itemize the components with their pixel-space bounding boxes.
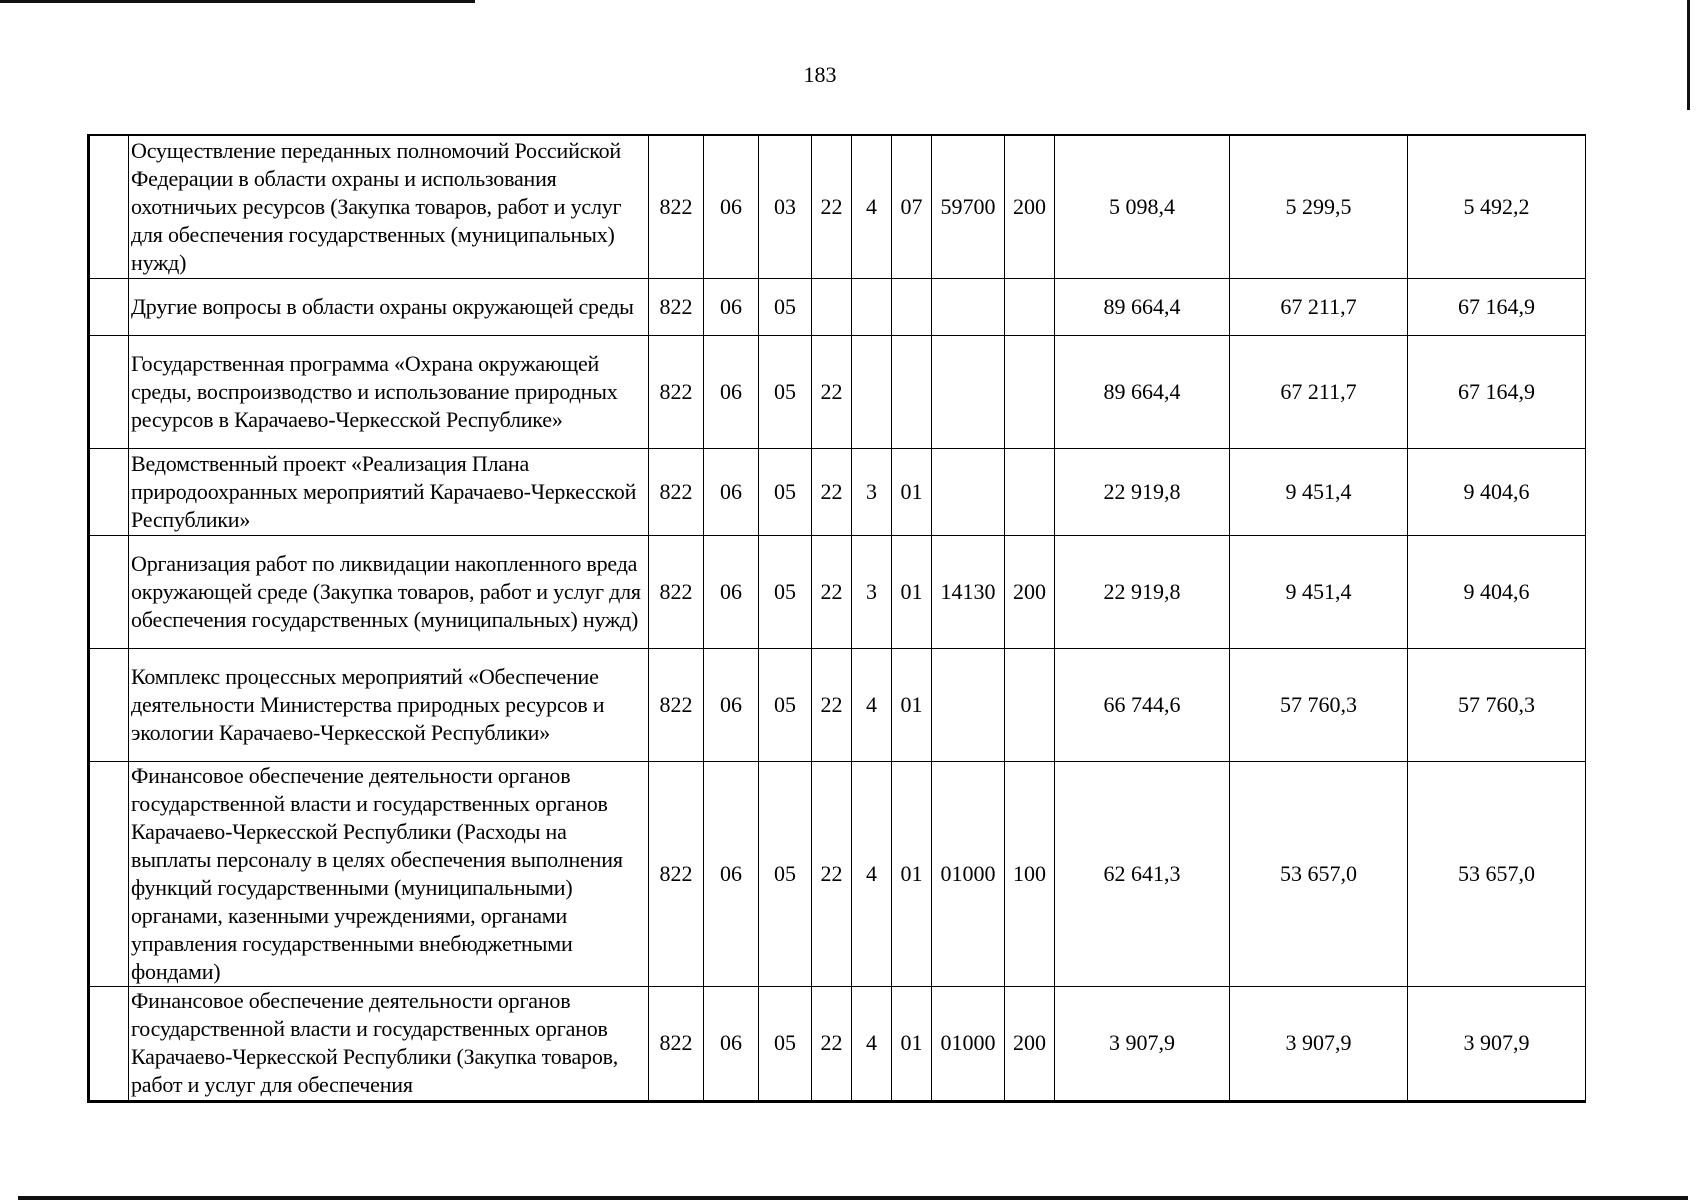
table-row [89,135,1586,278]
table-row [89,761,1586,986]
ministry-code: 822 [649,448,704,535]
amount-year-2: 67 211,7 [1230,278,1408,335]
direction-code: 14130 [932,535,1005,648]
expense-type-code: 200 [1005,135,1055,278]
right-scan-edge [1687,0,1690,110]
page-number: 183 [803,62,837,87]
section-code: 06 [704,335,759,448]
subprogram-code: 4 [852,986,892,1101]
table-row [89,448,1586,535]
program-code: 22 [812,761,852,986]
ministry-code: 822 [649,761,704,986]
row-number-cell [89,648,129,761]
section-code: 06 [704,448,759,535]
direction-code: 01000 [932,986,1005,1101]
amount-year-2: 57 760,3 [1230,648,1408,761]
measure-code: 01 [892,535,932,648]
subprogram-code [852,278,892,335]
amount-year-1: 89 664,4 [1055,278,1230,335]
ministry-code: 822 [649,278,704,335]
amount-year-2: 53 657,0 [1230,761,1408,986]
measure-code: 01 [892,448,932,535]
ministry-code: 822 [649,648,704,761]
subsection-code: 05 [759,448,812,535]
measure-code [892,278,932,335]
expense-type-code: 200 [1005,986,1055,1101]
direction-code [932,278,1005,335]
section-code: 06 [704,135,759,278]
section-code: 06 [704,648,759,761]
amount-year-3: 57 760,3 [1408,648,1586,761]
amount-year-1: 89 664,4 [1055,335,1230,448]
row-name: Осуществление переданных полномочий Российской Федерации в области охраны и использования охотничьих ресурсов (Закупка товаров, работ и услуг для обеспечения государственных (муниципальных) нужд) [129,135,649,278]
subprogram-code: 4 [852,135,892,278]
bottom-scan-rule [18,1196,1688,1200]
measure-code: 01 [892,986,932,1101]
amount-year-2: 3 907,9 [1230,986,1408,1101]
direction-code [932,335,1005,448]
subsection-code: 05 [759,761,812,986]
expense-type-code: 100 [1005,761,1055,986]
amount-year-2: 9 451,4 [1230,535,1408,648]
section-code: 06 [704,535,759,648]
program-code: 22 [812,448,852,535]
amount-year-1: 5 098,4 [1055,135,1230,278]
expense-type-code [1005,335,1055,448]
row-name: Комплекс процессных мероприятий «Обеспечение деятельности Министерства природных ресурсов и экологии Карачаево-Черкесской Республики» [129,648,649,761]
direction-code [932,648,1005,761]
amount-year-3: 67 164,9 [1408,335,1586,448]
row-number-cell [89,986,129,1101]
amount-year-1: 3 907,9 [1055,986,1230,1101]
expense-type-code [1005,278,1055,335]
measure-code: 07 [892,135,932,278]
section-code: 06 [704,761,759,986]
amount-year-3: 5 492,2 [1408,135,1586,278]
expense-type-code [1005,448,1055,535]
row-number-cell [89,761,129,986]
amount-year-1: 22 919,8 [1055,535,1230,648]
ministry-code: 822 [649,135,704,278]
ministry-code: 822 [649,335,704,448]
amount-year-2: 9 451,4 [1230,448,1408,535]
top-scan-rule [0,0,475,3]
subprogram-code [852,335,892,448]
row-number-cell [89,335,129,448]
subsection-code: 05 [759,535,812,648]
row-name: Финансовое обеспечение деятельности органов государственной власти и государственных органов Карачаево-Черкесской Республики (Расходы на выплаты персоналу в целях обеспечения выполнения функций государственными (муниципальными) органами, казенными учреждениями, органами управления государственными внебюджетными фондами) [129,761,649,986]
row-name: Другие вопросы в области охраны окружающей среды [129,278,649,335]
measure-code [892,335,932,448]
direction-code [932,448,1005,535]
program-code: 22 [812,986,852,1101]
subprogram-code: 4 [852,648,892,761]
expense-type-code [1005,648,1055,761]
row-number-cell [89,448,129,535]
subsection-code: 05 [759,335,812,448]
subprogram-code: 4 [852,761,892,986]
row-name: Организация работ по ликвидации накопленного вреда окружающей среде (Закупка товаров, работ и услуг для обеспечения государственных (муниципальных) нужд) [129,535,649,648]
direction-code: 01000 [932,761,1005,986]
amount-year-1: 62 641,3 [1055,761,1230,986]
row-number-cell [89,535,129,648]
expense-type-code: 200 [1005,535,1055,648]
amount-year-2: 67 211,7 [1230,335,1408,448]
section-code: 06 [704,986,759,1101]
amount-year-1: 66 744,6 [1055,648,1230,761]
row-number-cell [89,135,129,278]
subprogram-code: 3 [852,535,892,648]
program-code [812,278,852,335]
row-number-cell [89,278,129,335]
table-row [89,278,1586,335]
table-row [89,648,1586,761]
table-row [89,335,1586,448]
program-code: 22 [812,135,852,278]
budget-table-body [89,135,1586,1101]
program-code: 22 [812,535,852,648]
subsection-code: 05 [759,986,812,1101]
subsection-code: 05 [759,278,812,335]
amount-year-3: 53 657,0 [1408,761,1586,986]
table-row [89,535,1586,648]
row-name: Финансовое обеспечение деятельности органов государственной власти и государственных органов Карачаево-Черкесской Республики (Закупка товаров, работ и услуг для обеспечения [129,986,649,1101]
measure-code: 01 [892,648,932,761]
ministry-code: 822 [649,986,704,1101]
program-code: 22 [812,648,852,761]
measure-code: 01 [892,761,932,986]
amount-year-3: 3 907,9 [1408,986,1586,1101]
subprogram-code: 3 [852,448,892,535]
budget-table [87,134,1586,1103]
amount-year-3: 9 404,6 [1408,448,1586,535]
subsection-code: 03 [759,135,812,278]
direction-code: 59700 [932,135,1005,278]
table-row [89,986,1586,1101]
program-code: 22 [812,335,852,448]
section-code: 06 [704,278,759,335]
amount-year-3: 67 164,9 [1408,278,1586,335]
amount-year-1: 22 919,8 [1055,448,1230,535]
ministry-code: 822 [649,535,704,648]
amount-year-2: 5 299,5 [1230,135,1408,278]
amount-year-3: 9 404,6 [1408,535,1586,648]
row-name: Ведомственный проект «Реализация Плана природоохранных мероприятий Карачаево-Черкесской Республики» [129,448,649,535]
row-name: Государственная программа «Охрана окружающей среды, воспроизводство и использование природных ресурсов в Карачаево-Черкесской Республике» [129,335,649,448]
subsection-code: 05 [759,648,812,761]
